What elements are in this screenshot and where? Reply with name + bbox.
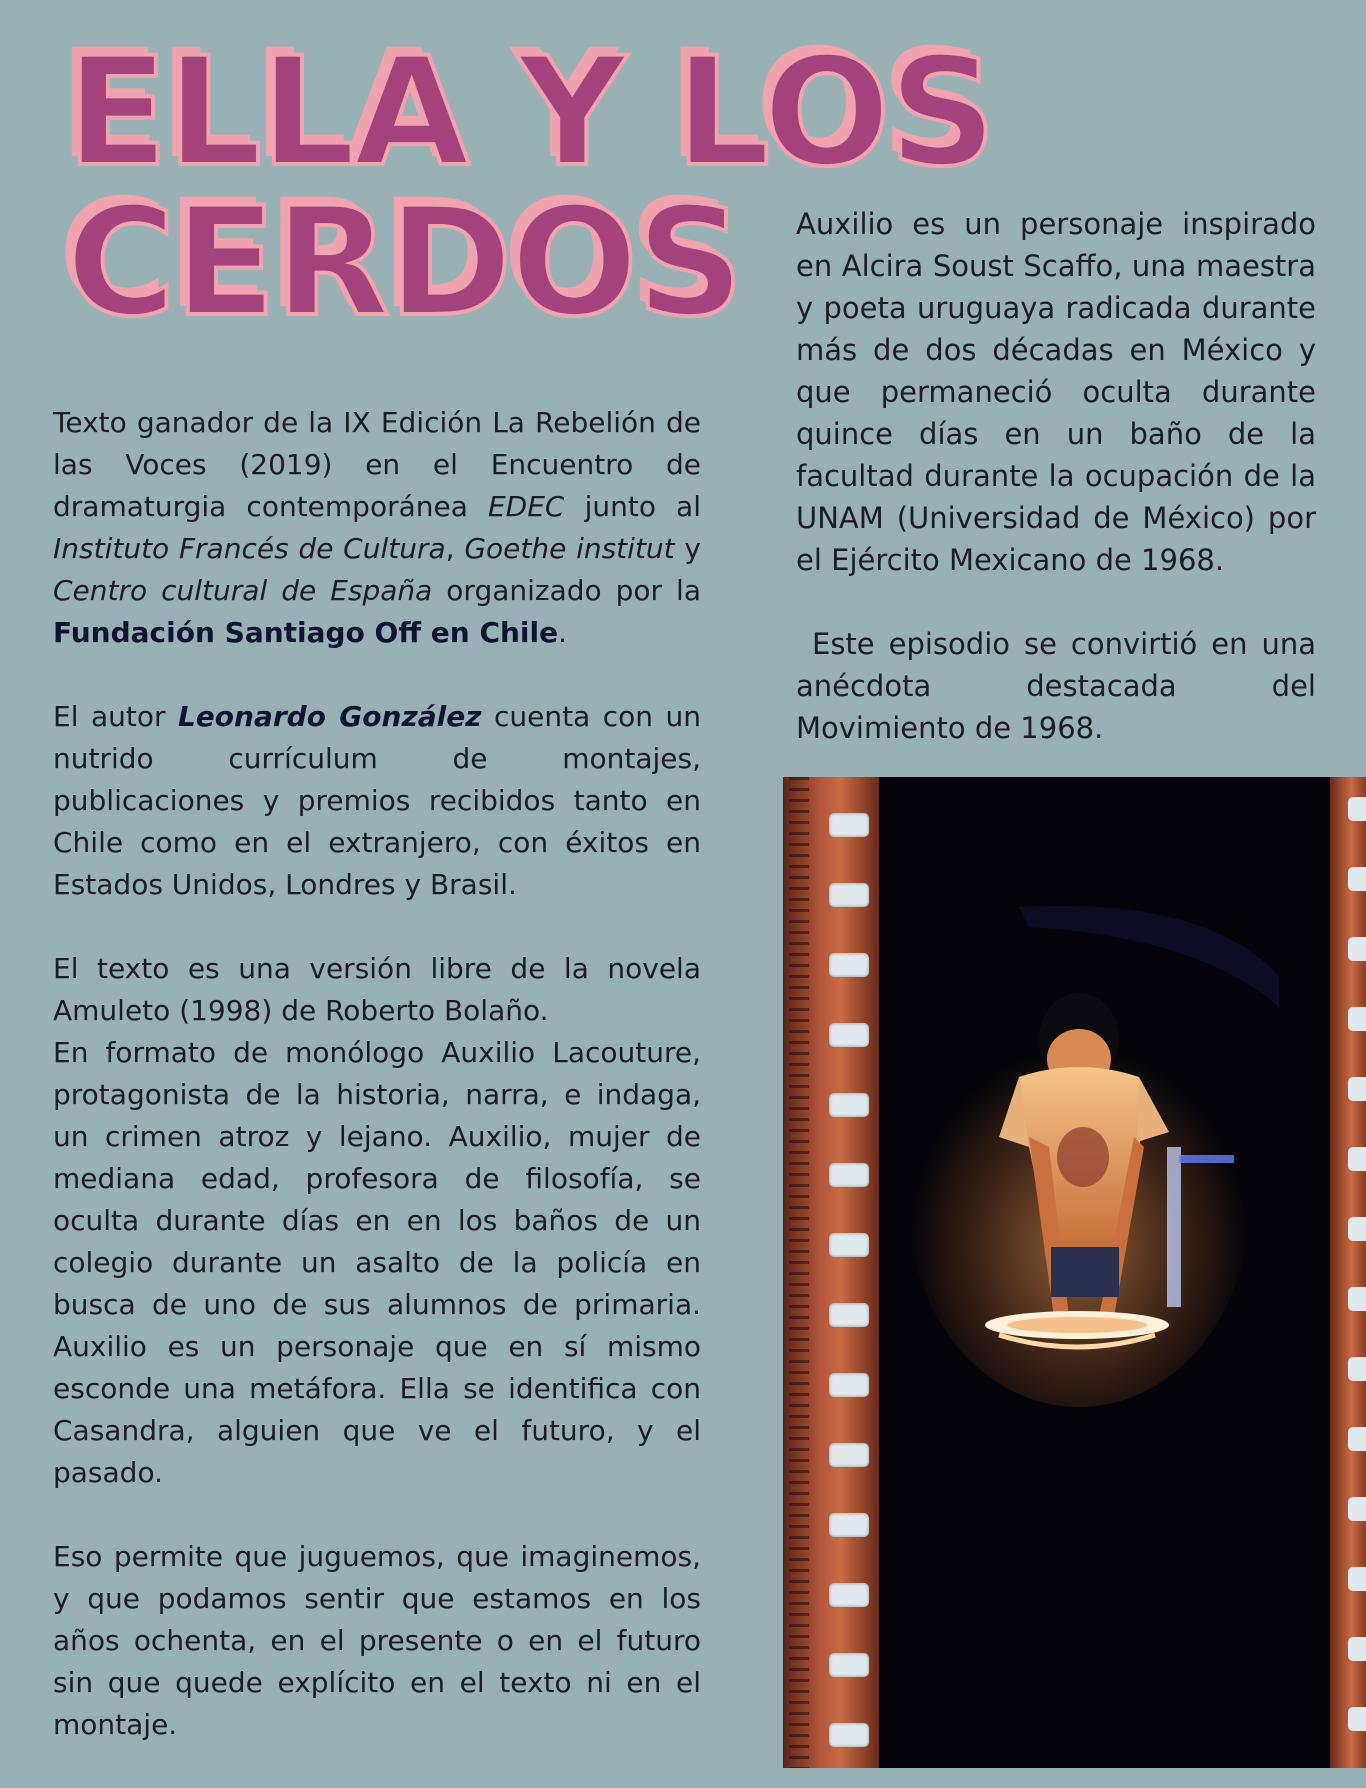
paragraph-award: Texto ganador de la IX Edición La Rebelión de las Voces (2019) en el Encuentro de dramaturgia contemporánea EDEC junto al Instituto Francés de Cultura, Goethe institut y Centro cultural de España organizado por la Fundación Santiago Off en Chile. [53, 406, 701, 649]
film-strip-photo [783, 777, 1366, 1768]
film-strip-right [1330, 777, 1366, 1768]
stage-photo [879, 777, 1330, 1768]
paragraph-inspiration: Auxilio es un personaje inspirado en Alcira Soust Scaffo, una maestra y poeta uruguaya radicada durante más de dos décadas en México y que permaneció oculta durante quince días en un baño de la facultad durante la ocupación de la UNAM (Universidad de México) por el Ejército Mexicano de 1968. [796, 207, 1316, 577]
photo-frame [879, 777, 1330, 1768]
left-column [53, 402, 701, 1788]
paragraph-monologue: En formato de monólogo Auxilio Lacouture, protagonista de la historia, narra, e indaga, un crimen atroz y lejano. Auxilio, mujer de mediana edad, profesora de filosofía, se oculta durante días en en los baños de un colegio durante un asalto de la policía en busca de uno de sus alumnos de primaria. Auxilio es un personaje que en sí mismo esconde una metáfora. Ella se identifica con Casandra, alguien que ve el futuro, y el pasado. [53, 1036, 701, 1489]
film-strip-left [783, 777, 879, 1768]
instituto-frances-name: Instituto Francés de Cultura [53, 532, 446, 565]
title-line-2: CERDOS [66, 176, 743, 350]
goethe-name: Goethe institut [464, 532, 675, 565]
author-name: Leonardo González [177, 700, 482, 733]
centro-cultural-name: Centro cultural de España [53, 574, 433, 607]
edec-name: EDEC [487, 490, 565, 523]
fundacion-name: Fundación Santiago Off en Chile [53, 616, 559, 649]
right-column [796, 203, 1316, 791]
paragraph-play: Eso permite que juguemos, que imaginemos, y que podamos sentir que estamos en los años ochenta, en el presente o en el futuro sin que quede explícito en el texto ni en el montaje. [53, 1540, 701, 1741]
paragraph-author: El autor Leonardo González cuenta con un nutrido currículum de montajes, publicaciones y premios recibidos tanto en Chile como en el extranjero, con éxitos en Estados Unidos, Londres y Brasil. [53, 700, 701, 901]
title-line-1: ELLA Y LOS [66, 26, 995, 200]
paragraph-version: El texto es una versión libre de la novela Amuleto (1998) de Roberto Bolaño. [53, 952, 701, 1027]
paragraph-episode: Este episodio se convirtió en una anécdota destacada del Movimiento de 1968. [796, 627, 1316, 745]
